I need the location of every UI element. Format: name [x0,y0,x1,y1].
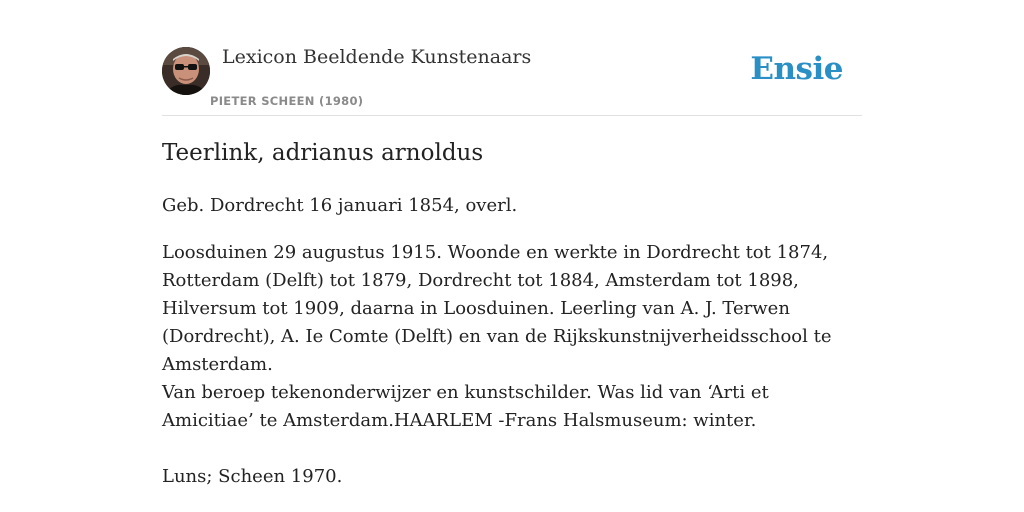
book-title[interactable]: Lexicon Beeldende Kunstenaars [222,46,532,68]
entry-title: Teerlink, adrianus arnoldus [162,140,484,166]
author-photo-icon [162,47,210,95]
header [162,0,862,116]
entry-paragraph: Loosduinen 29 augustus 1915. Woonde en werkte in Dordrecht tot 1874, Rotterdam (Delft) tot 1879, Dordrecht tot 1884, Amsterdam tot 1898, Hilversum tot 1909, daarna in Loosduinen. Leerling van A. J. Terwen (Dordrecht), A. Ie Comte (Delft) en van de Rijkskunstnijverheidsschool te Amsterdam. [162,242,832,375]
author-name[interactable]: PIETER SCHEEN (1980) [210,94,364,108]
author-avatar[interactable] [162,47,210,95]
brand-logo[interactable]: Ensie [750,51,843,87]
page-container [162,0,862,487]
entry-paragraph: Luns; Scheen 1970. [162,466,343,487]
entry-paragraph: Geb. Dordrecht 16 januari 1854, overl. [162,195,518,216]
entry-paragraph: Van beroep tekenonderwijzer en kunstschilder. Was lid van ‘Arti et Amicitiae’ te Amsterdam.HAARLEM -Frans Halsmuseum: winter. [162,382,769,431]
